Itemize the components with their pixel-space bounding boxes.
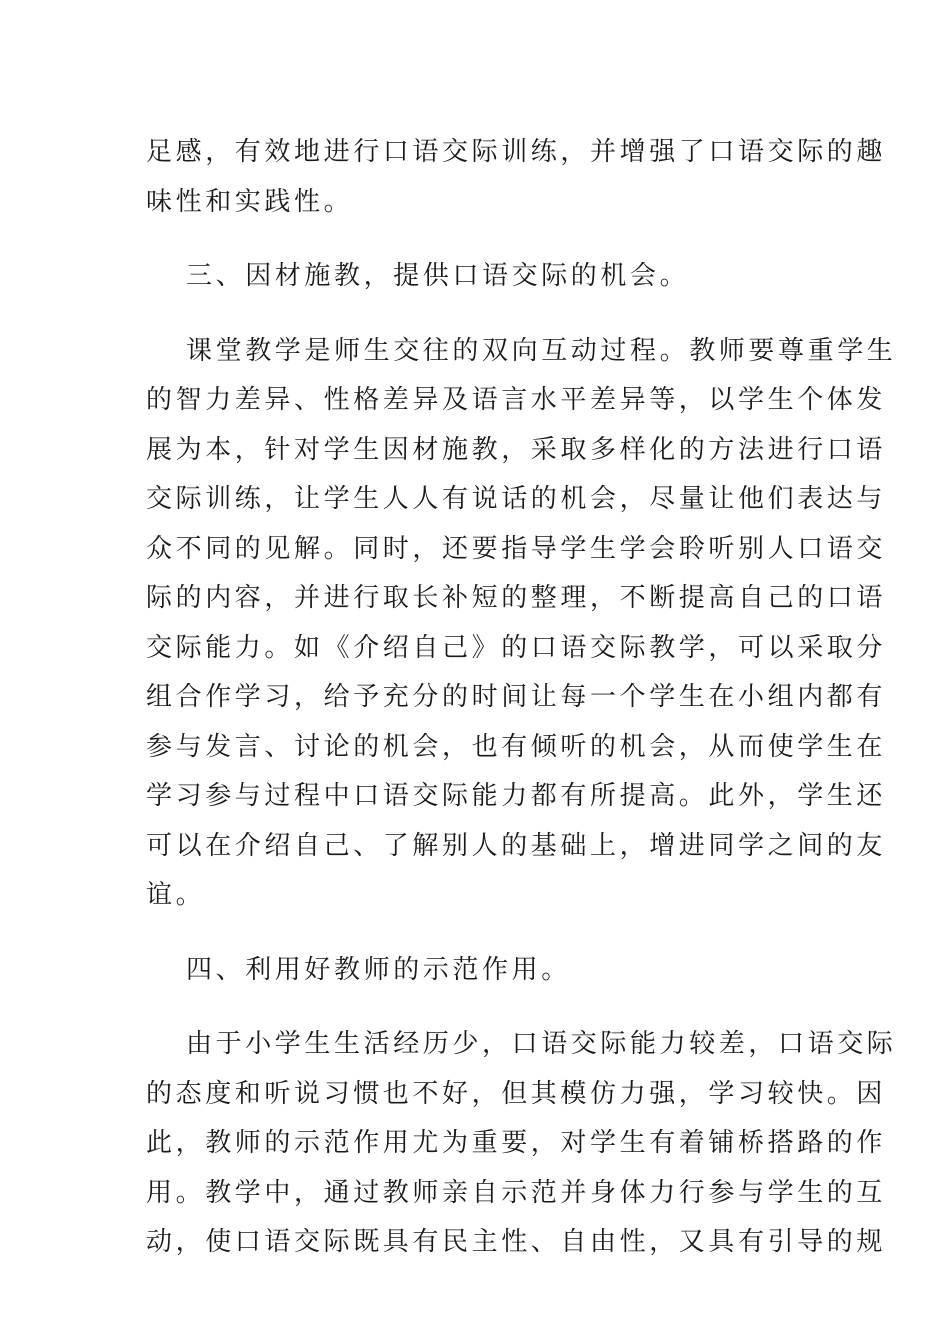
text-line: 用。教学中，通过教师亲自示范并身体力行参与学生的互	[146, 1177, 887, 1208]
text-line: 展为本，针对学生因材施教，采取多样化的方法进行口语	[146, 434, 887, 465]
paragraph	[146, 128, 887, 227]
text-line: 足感，有效地进行口语交际训练，并增强了口语交际的趣	[146, 137, 887, 167]
paragraph-spacing	[146, 302, 806, 327]
text-line: 学习参与过程中口语交际能力都有所提高。此外，学生还	[146, 781, 887, 811]
paragraph-spacing	[146, 227, 806, 252]
text-line: 的态度和听说习惯也不好，但其模仿力强，学习较快。因	[146, 1078, 887, 1109]
heading-line: 三、因材施教，提供口语交际的机会。	[186, 261, 690, 291]
section-heading	[146, 252, 806, 302]
text-line: 际的内容，并进行取长补短的整理，不断提高自己的口语	[146, 583, 887, 613]
text-line: 由于小学生生活经历少，口语交际能力较差，口语交际	[186, 1029, 897, 1059]
heading-line: 四、利用好教师的示范作用。	[186, 954, 571, 985]
document-body	[146, 128, 897, 1268]
text-line: 交际能力。如《介绍自己》的口语交际教学，可以采取分	[146, 632, 887, 663]
text-line: 交际训练，让学生人人有说话的机会，尽量让他们表达与	[146, 484, 887, 514]
text-line: 的智力差异、性格差异及语言水平差异等，以学生个体发	[146, 385, 887, 415]
paragraph	[146, 1020, 897, 1268]
paragraph	[146, 327, 897, 921]
paragraph-spacing	[146, 995, 806, 1020]
paragraph-spacing	[146, 921, 806, 946]
text-line: 课堂教学是师生交往的双向互动过程。教师要尊重学生	[186, 335, 897, 366]
text-line: 组合作学习，给予充分的时间让每一个学生在小组内都有	[146, 682, 887, 712]
text-line: 谊。	[146, 880, 206, 910]
text-line: 参与发言、讨论的机会，也有倾听的机会，从而使学生在	[146, 731, 887, 762]
text-line: 动，使口语交际既具有民主性、自由性，又具有引导的规	[146, 1227, 887, 1257]
section-heading	[146, 946, 806, 996]
text-line: 可以在介绍自己、了解别人的基础上，增进同学之间的友	[146, 830, 887, 861]
text-line: 味性和实践性。	[146, 186, 354, 217]
text-line: 此，教师的示范作用尤为重要，对学生有着铺桥搭路的作	[146, 1128, 887, 1158]
text-line: 众不同的见解。同时，还要指导学生学会聆听别人口语交	[146, 533, 887, 564]
